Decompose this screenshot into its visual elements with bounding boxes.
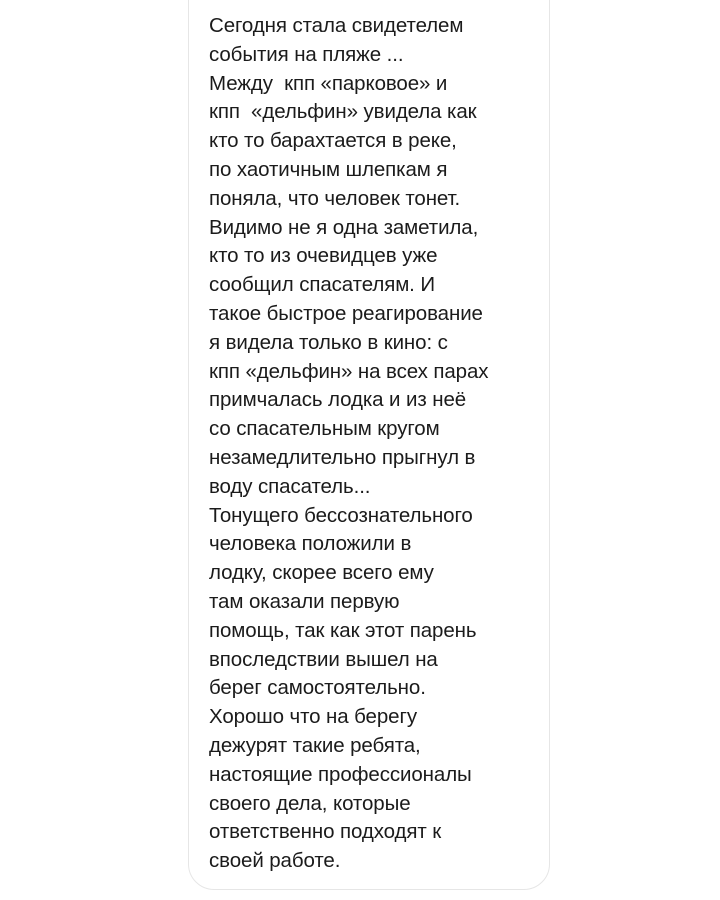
message-line: Хорошо что на берегу (209, 705, 417, 729)
message-line: по хаотичным шлепкам я (209, 157, 448, 181)
message-line: примчалась лодка и из неё (209, 388, 467, 412)
message-line: сообщил спасателям. И (209, 273, 436, 297)
message-line: кто то барахтается в реке, (209, 129, 457, 153)
message-line: своей работе. (209, 849, 341, 873)
message-line: события на пляже ... (209, 42, 404, 66)
message-line: Тонущего бессознательного (209, 503, 473, 527)
message-line: Видимо не я одна заметила, (209, 215, 479, 239)
message-line: Между кпп «парковое» и (209, 71, 448, 95)
message-line: такое быстрое реагирование (209, 301, 483, 325)
message-line: я видела только в кино: с (209, 330, 448, 354)
message-line: кто то из очевидцев уже (209, 244, 438, 268)
message-line: ответственно подходят к (209, 820, 442, 844)
message-line: помощь, так как этот парень (209, 618, 477, 642)
message-line: берег самостоятельно. (209, 676, 426, 700)
message-line: воду спасатель... (209, 474, 371, 498)
message-line: незамедлительно прыгнул в (209, 445, 476, 469)
message-line: впоследствии вышел на (209, 647, 438, 671)
message-line: своего дела, которые (209, 791, 411, 815)
message-line: поняла, что человек тонет. (209, 186, 461, 210)
message-line: со спасательным кругом (209, 417, 440, 441)
message-line: человека положили в (209, 532, 412, 556)
message-line: настоящие профессионалы (209, 762, 472, 786)
message-line: дежурят такие ребята, (209, 733, 421, 757)
message-text (209, 12, 549, 876)
message-line: там оказали первую (209, 589, 400, 613)
message-line: кпп «дельфин» на всех парах (209, 359, 489, 383)
message-line: Сегодня стала свидетелем (209, 14, 464, 37)
message-line: лодку, скорее всего ему (209, 561, 434, 585)
message-line: кпп «дельфин» увидела как (209, 100, 477, 124)
